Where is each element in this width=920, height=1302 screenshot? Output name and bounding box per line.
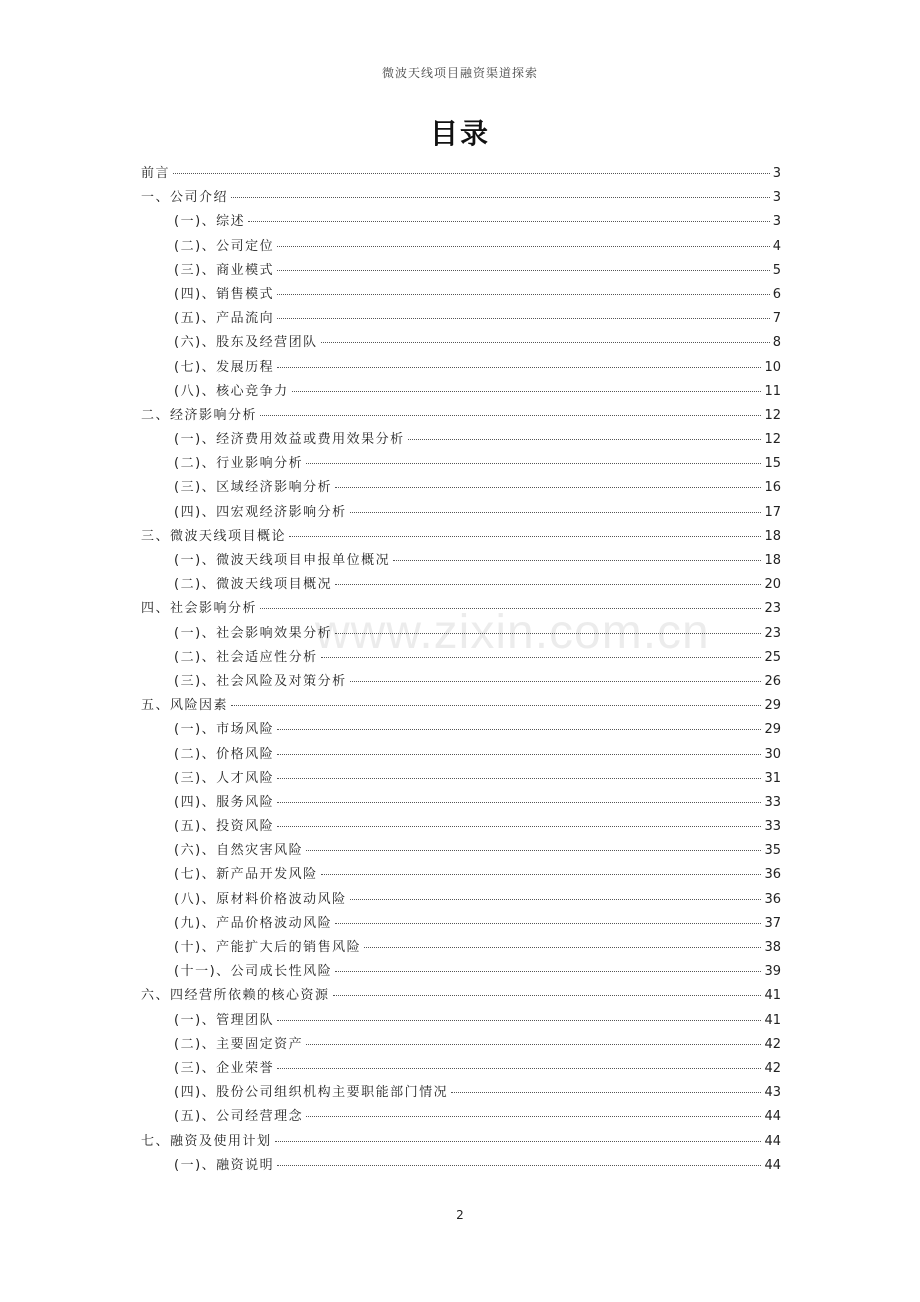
toc-entry[interactable] [141, 1057, 781, 1081]
toc-entry-title: (二)、微波天线项目概况 [174, 577, 333, 593]
watermark: www.zixin.com.cn [315, 606, 710, 659]
toc-entry-page: 41 [764, 988, 781, 1004]
toc-entry-title: (三)、人才风险 [174, 770, 275, 786]
toc-entry[interactable] [141, 573, 781, 597]
toc-entry-title: (六)、自然灾害风险 [174, 843, 304, 859]
toc-entry[interactable] [141, 186, 781, 210]
toc-entry-page: 44 [764, 1133, 781, 1149]
toc-entry[interactable] [141, 1081, 781, 1105]
toc-dot-leader [364, 946, 761, 948]
toc-dot-leader [275, 1140, 762, 1142]
toc-entry-title: (七)、发展历程 [174, 359, 275, 375]
toc-dot-leader [248, 220, 770, 222]
toc-entry-page: 6 [772, 286, 781, 302]
toc-dot-leader [451, 1091, 761, 1093]
toc-entry-page: 39 [764, 964, 781, 980]
toc-entry-page: 30 [764, 746, 781, 762]
toc-dot-leader [277, 269, 770, 271]
toc-entry[interactable] [141, 525, 781, 549]
toc-entry[interactable] [141, 622, 781, 646]
toc-entry-page: 29 [764, 698, 781, 714]
toc-dot-leader [277, 245, 770, 247]
toc-entry-title: (五)、公司经营理念 [174, 1109, 304, 1125]
toc-dot-leader [277, 777, 761, 779]
toc-entry-title: (八)、原材料价格波动风险 [174, 891, 347, 907]
toc-entry[interactable] [141, 984, 781, 1008]
toc-entry-title: (九)、产品价格波动风险 [174, 915, 333, 931]
toc-entry-page: 31 [764, 770, 781, 786]
toc-entry-page: 42 [764, 1060, 781, 1076]
toc-entry-title: (一)、市场风险 [174, 722, 275, 738]
toc-entry-title: 四、社会影响分析 [141, 601, 258, 617]
toc-entry-title: (四)、服务风险 [174, 794, 275, 810]
toc-dot-leader [335, 583, 761, 585]
toc-entry[interactable] [141, 694, 781, 718]
toc-dot-leader [335, 922, 761, 924]
toc-entry[interactable] [141, 718, 781, 742]
toc-dot-leader [321, 873, 762, 875]
toc-entry[interactable] [141, 888, 781, 912]
toc-entry-title: (一)、综述 [174, 214, 246, 230]
toc-entry[interactable] [141, 936, 781, 960]
toc-entry-page: 15 [764, 456, 781, 472]
toc-entry-title: (五)、产品流向 [174, 311, 275, 327]
toc-entry[interactable] [141, 283, 781, 307]
toc-entry-title: (七)、新产品开发风险 [174, 867, 318, 883]
toc-dot-leader [408, 438, 762, 440]
toc-dot-leader [333, 994, 762, 996]
toc-entry-page: 29 [764, 722, 781, 738]
toc-entry-title: (一)、融资说明 [174, 1157, 275, 1173]
toc-entry-page: 37 [764, 915, 781, 931]
toc-entry[interactable] [141, 815, 781, 839]
toc-entry[interactable] [141, 428, 781, 452]
toc-dot-leader [335, 486, 761, 488]
toc-entry[interactable] [141, 1154, 781, 1178]
page-header: 微波天线项目融资渠道探索 [381, 66, 538, 80]
toc-entry-title: 前言 [141, 166, 171, 181]
toc-entry[interactable] [141, 767, 781, 791]
toc-entry-page: 10 [764, 359, 781, 375]
toc-entry-page: 5 [772, 262, 781, 278]
toc-dot-leader [277, 825, 761, 827]
toc-entry-title: 一、公司介绍 [141, 190, 229, 206]
toc-entry[interactable] [141, 791, 781, 815]
toc-entry-title: (六)、股东及经营团队 [174, 335, 318, 351]
toc-entry[interactable] [141, 912, 781, 936]
table-of-contents [141, 162, 781, 1178]
toc-entry-page: 7 [772, 311, 781, 327]
toc-entry-title: (三)、区域经济影响分析 [174, 480, 333, 496]
toc-entry-title: (四)、销售模式 [174, 286, 275, 302]
toc-entry[interactable] [141, 863, 781, 887]
toc-entry-page: 8 [772, 335, 781, 351]
toc-dot-leader [393, 559, 761, 561]
toc-entry-page: 11 [764, 383, 781, 399]
toc-dot-leader [289, 535, 761, 537]
toc-dot-leader [231, 196, 770, 198]
toc-entry-page: 3 [772, 166, 781, 181]
toc-entry-page: 3 [772, 214, 781, 230]
toc-entry-page: 26 [764, 673, 781, 689]
toc-entry-page: 38 [764, 940, 781, 955]
toc-dot-leader [350, 511, 762, 513]
toc-entry-title: (一)、经济费用效益或费用效果分析 [174, 432, 405, 448]
toc-dot-leader [335, 970, 761, 972]
toc-entry-page: 16 [764, 480, 781, 496]
toc-entry-page: 20 [764, 577, 781, 593]
toc-entry[interactable] [141, 743, 781, 767]
toc-dot-leader [277, 1067, 761, 1069]
toc-dot-leader [231, 704, 761, 706]
toc-dot-leader [277, 293, 770, 295]
toc-entry-title: (十一)、公司成长性风险 [174, 964, 333, 980]
toc-dot-leader [277, 317, 770, 319]
toc-entry-title: (四)、四宏观经济影响分析 [174, 504, 347, 520]
toc-entry-page: 25 [764, 649, 781, 665]
toc-entry-page: 43 [764, 1085, 781, 1101]
toc-entry-title: 二、经济影响分析 [141, 407, 258, 423]
page-number: 2 [456, 1208, 464, 1222]
toc-entry-page: 12 [764, 432, 781, 448]
toc-entry-title: 三、微波天线项目概论 [141, 528, 287, 544]
toc-dot-leader [277, 366, 761, 368]
toc-entry[interactable] [141, 501, 781, 525]
toc-entry-page: 44 [764, 1157, 781, 1173]
toc-entry-page: 17 [764, 504, 781, 520]
toc-entry-page: 41 [764, 1012, 781, 1028]
toc-entry[interactable] [141, 839, 781, 863]
toc-entry-title: (十)、产能扩大后的销售风险 [174, 940, 362, 955]
toc-entry[interactable] [141, 1105, 781, 1129]
toc-dot-leader [277, 753, 761, 755]
toc-entry[interactable] [141, 380, 781, 404]
toc-entry[interactable] [141, 597, 781, 621]
toc-entry[interactable] [141, 670, 781, 694]
toc-dot-leader [306, 1043, 761, 1045]
toc-entry-page: 36 [764, 891, 781, 907]
toc-entry-title: (二)、社会适应性分析 [174, 649, 318, 665]
toc-entry-title: (三)、社会风险及对策分析 [174, 673, 347, 689]
toc-entry-title: (二)、公司定位 [174, 238, 275, 254]
toc-entry-page: 33 [764, 794, 781, 810]
toc-entry-page: 36 [764, 867, 781, 883]
toc-entry-page: 12 [764, 407, 781, 423]
toc-dot-leader [321, 341, 770, 343]
toc-entry-title: (二)、行业影响分析 [174, 456, 304, 472]
toc-entry-page: 4 [772, 238, 781, 254]
toc-entry[interactable] [141, 1130, 781, 1154]
toc-entry-page: 23 [764, 625, 781, 641]
toc-entry-title: 七、融资及使用计划 [141, 1133, 272, 1149]
toc-dot-leader [277, 1019, 761, 1021]
toc-entry-page: 18 [764, 528, 781, 544]
toc-entry[interactable] [141, 162, 781, 186]
toc-entry-title: (一)、社会影响效果分析 [174, 625, 333, 641]
toc-dot-leader [277, 801, 761, 803]
toc-entry-title: (一)、微波天线项目申报单位概况 [174, 553, 391, 568]
toc-dot-leader [306, 462, 761, 464]
toc-entry-title: 五、风险因素 [141, 698, 229, 714]
toc-entry-title: (四)、股份公司组织机构主要职能部门情况 [174, 1085, 449, 1101]
toc-dot-leader [321, 656, 762, 658]
toc-entry[interactable] [141, 235, 781, 259]
toc-entry[interactable] [141, 549, 781, 573]
toc-entry-title: (二)、主要固定资产 [174, 1036, 304, 1052]
toc-dot-leader [173, 172, 770, 174]
toc-entry-page: 44 [764, 1109, 781, 1125]
toc-dot-leader [306, 1115, 761, 1117]
toc-dot-leader [350, 680, 762, 682]
toc-entry[interactable] [141, 646, 781, 670]
toc-entry[interactable] [141, 404, 781, 428]
toc-entry[interactable] [141, 452, 781, 476]
toc-entry[interactable] [141, 210, 781, 234]
toc-entry-title: (八)、核心竞争力 [174, 383, 289, 399]
toc-entry[interactable] [141, 1033, 781, 1057]
toc-dot-leader [260, 607, 761, 609]
toc-entry-page: 23 [764, 601, 781, 617]
toc-entry-title: 六、四经营所依赖的核心资源 [141, 988, 330, 1004]
toc-dot-leader [306, 849, 761, 851]
page-title: 目录 [429, 117, 490, 150]
toc-entry-title: (五)、投资风险 [174, 819, 275, 835]
toc-dot-leader [292, 390, 762, 392]
toc-entry[interactable] [141, 331, 781, 355]
toc-entry[interactable] [141, 259, 781, 283]
toc-entry-page: 33 [764, 819, 781, 835]
toc-entry-page: 42 [764, 1036, 781, 1052]
toc-entry[interactable] [141, 356, 781, 380]
toc-entry-page: 18 [764, 553, 781, 568]
toc-entry-page: 3 [772, 190, 781, 206]
toc-dot-leader [277, 728, 761, 730]
toc-entry-title: (二)、价格风险 [174, 746, 275, 762]
toc-dot-leader [260, 414, 761, 416]
toc-dot-leader [277, 1164, 761, 1166]
toc-dot-leader [350, 898, 762, 900]
toc-entry-page: 35 [764, 843, 781, 859]
toc-entry-title: (三)、企业荣誉 [174, 1060, 275, 1076]
toc-entry[interactable] [141, 960, 781, 984]
toc-entry[interactable] [141, 1009, 781, 1033]
toc-entry[interactable] [141, 307, 781, 331]
toc-entry-title: (一)、管理团队 [174, 1012, 275, 1028]
toc-entry-title: (三)、商业模式 [174, 262, 275, 278]
toc-entry[interactable] [141, 476, 781, 500]
toc-dot-leader [335, 632, 761, 634]
